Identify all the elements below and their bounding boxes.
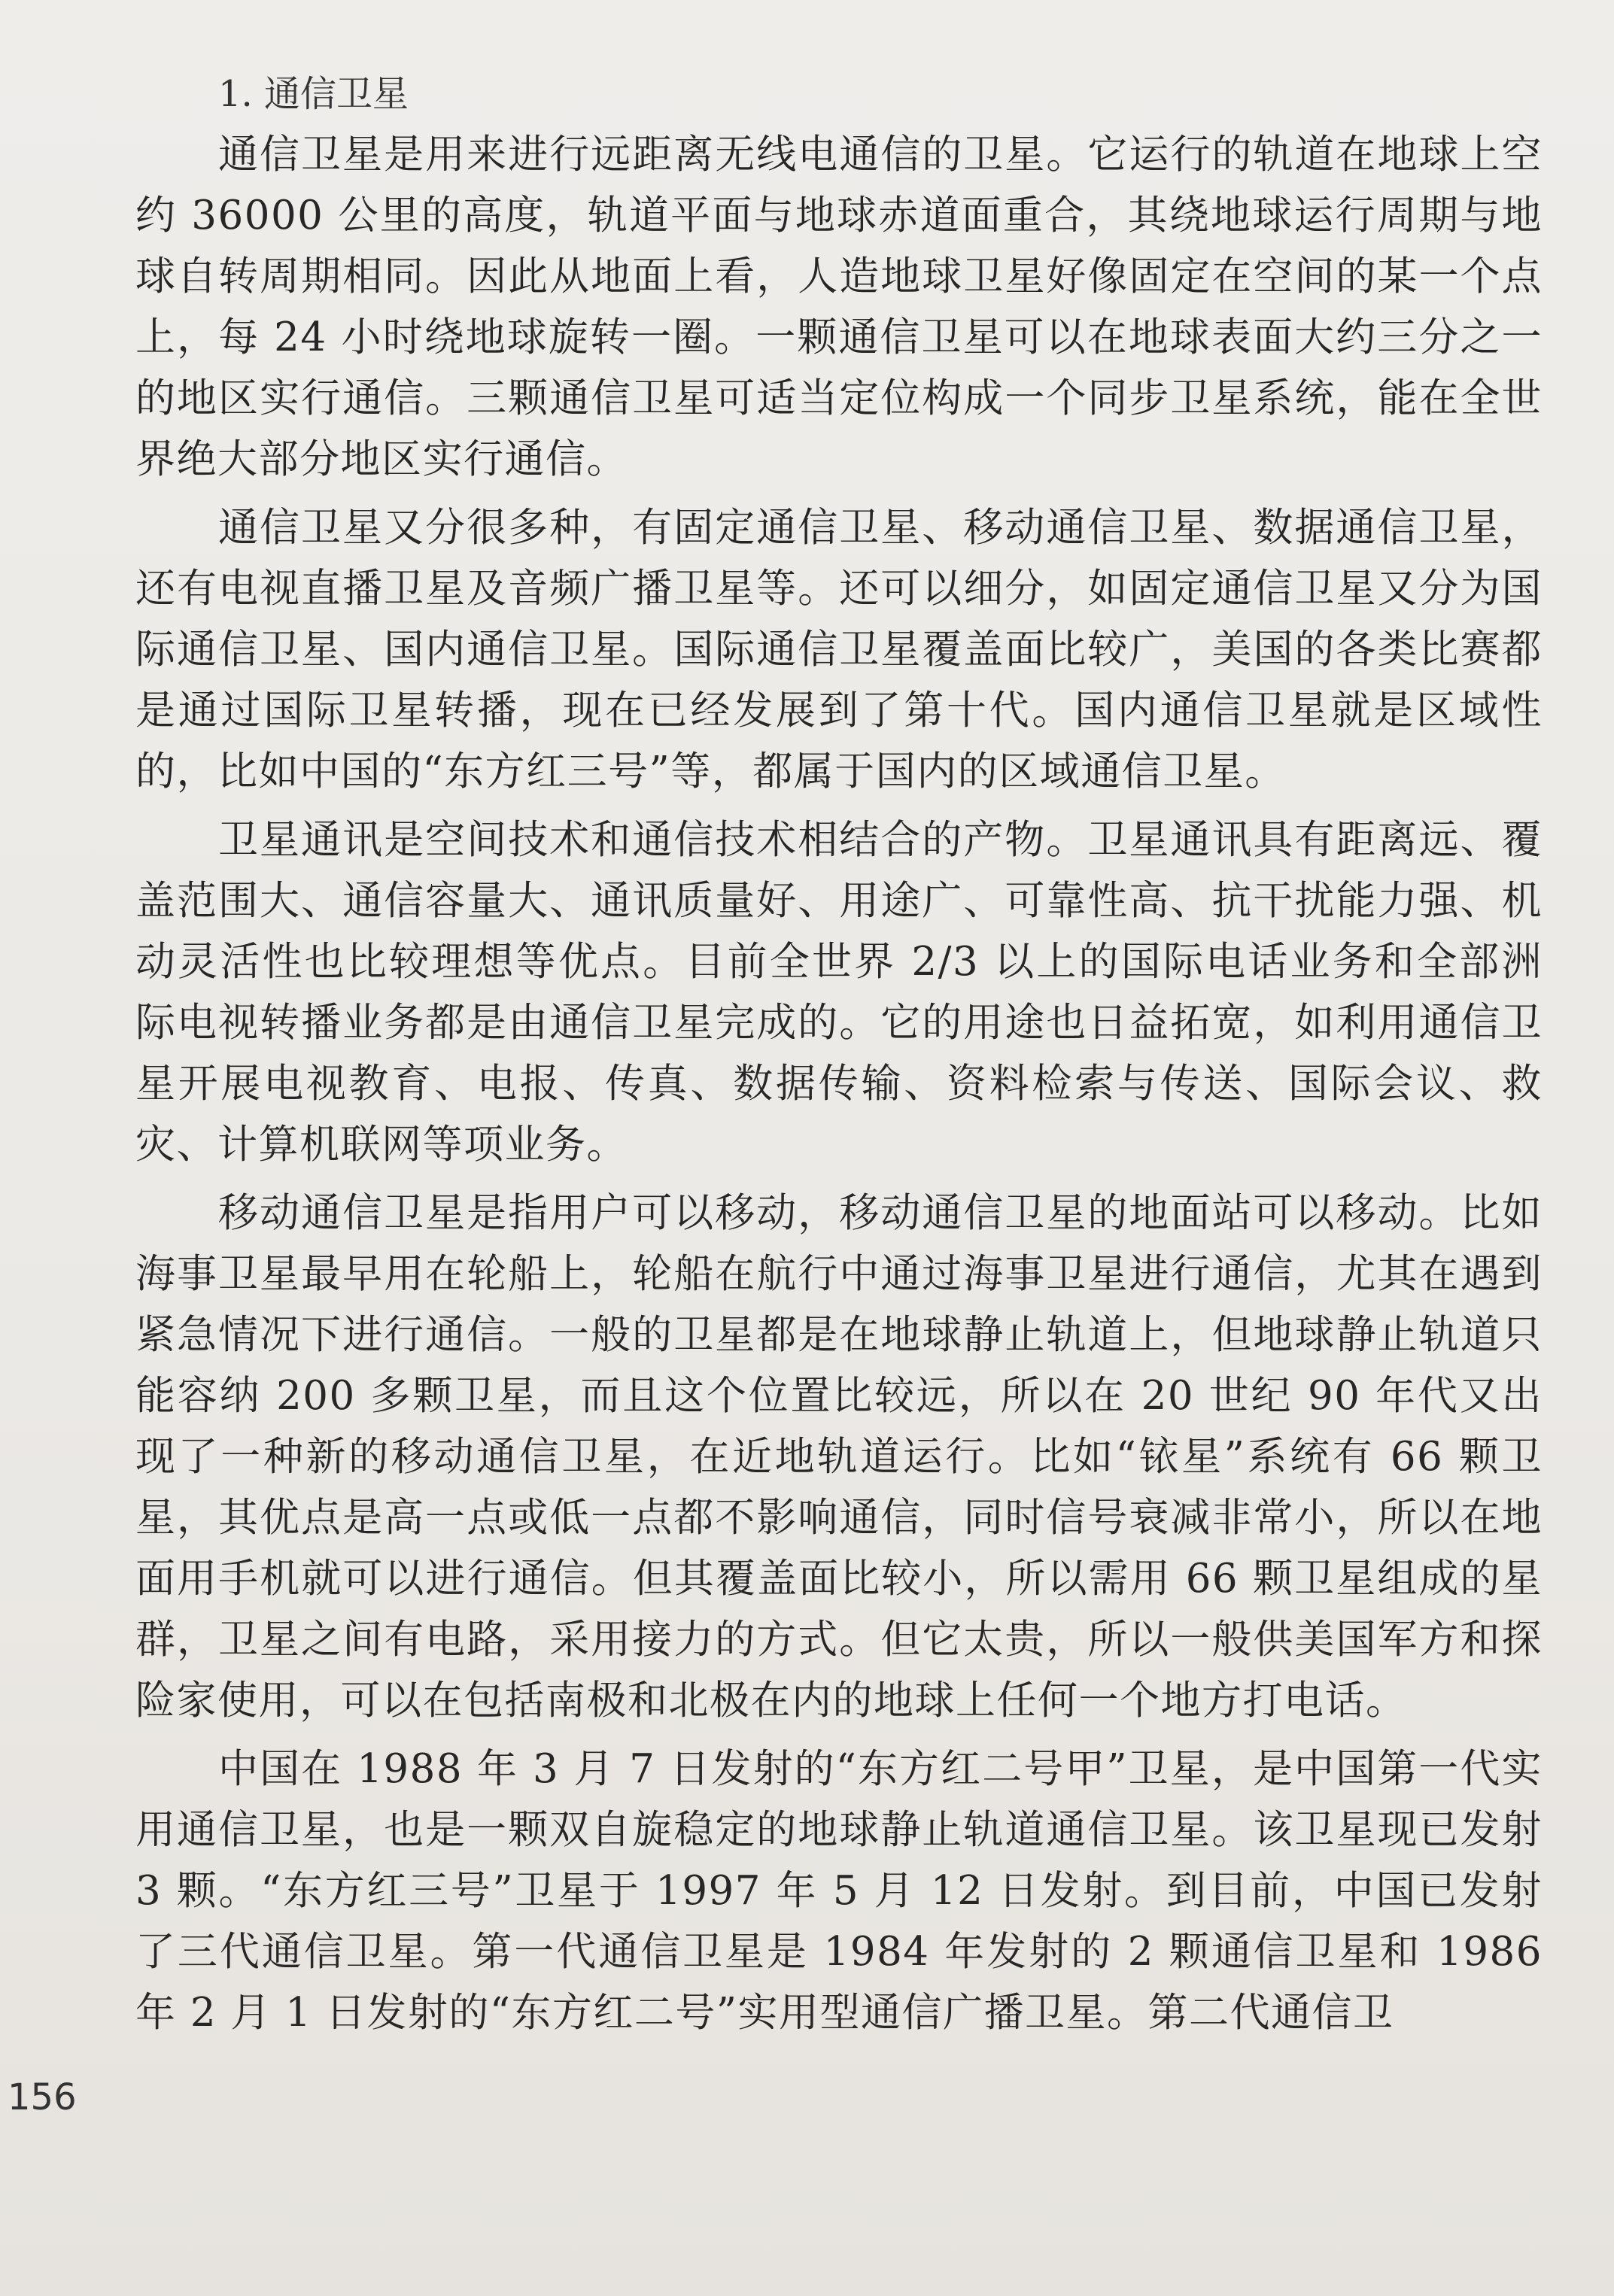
paragraph-advantages: 卫星通讯是空间技术和通信技术相结合的产物。卫星通讯具有距离远、覆盖范围大、通信容量大、通讯质量好、用途广、可靠性高、抗干扰能力强、机动灵活性也比较理想等优点。目前全世界 2/3 以上的国际电话业务和全部洲际电视转播业务都是由通信卫星完成的。它的用途也日益拓宽，如利用通信卫星开展电视教育、电报、传真、数据传输、资料检索与传送、国际会议、救灾、计算机联网等项业务。 xyxy=(135,817,1543,1168)
page-number: 156 xyxy=(8,2076,77,2118)
section-heading: 1. 通信卫星 xyxy=(218,73,409,115)
paragraph-china: 中国在 1988 年 3 月 7 日发射的“东方红二号甲”卫星，是中国第一代实用通信卫星，也是一颗双自旋稳定的地球静止轨道通信卫星。该卫星现已发射 3 颗。“东方红三号”卫星于 1997 年 5 月 12 日发射。到目前，中国已发射了三代通信卫星。第一代通信卫星是 1984 年发射的 2 颗通信卫星和 1986 年 2 月 1 日发射的“东方红二号”实用型通信广播卫星。第二代通信卫 xyxy=(135,1746,1543,2036)
paragraph-intro: 通信卫星是用来进行远距离无线电通信的卫星。它运行的轨道在地球上空约 36000 公里的高度，轨道平面与地球赤道面重合，其绕地球运行周期与地球自转周期相同。因此从地面上看，人造地球卫星好像固定在空间的某一个点上，每 24 小时绕地球旋转一圈。一颗通信卫星可以在地球表面大约三分之一的地区实行通信。三颗通信卫星可适当定位构成一个同步卫星系统，能在全世界绝大部分地区实行通信。 xyxy=(135,132,1543,482)
paragraph-types: 通信卫星又分很多种，有固定通信卫星、移动通信卫星、数据通信卫星，还有电视直播卫星及音频广播卫星等。还可以细分，如固定通信卫星又分为国际通信卫星、国内通信卫星。国际通信卫星覆盖面比较广，美国的各类比赛都是通过国际卫星转播，现在已经发展到了第十代。国内通信卫星就是区域性的，比如中国的“东方红三号”等，都属于国内的区域通信卫星。 xyxy=(135,505,1543,794)
paragraph-mobile: 移动通信卫星是指用户可以移动，移动通信卫星的地面站可以移动。比如海事卫星最早用在轮船上，轮船在航行中通过海事卫星进行通信，尤其在遇到紧急情况下进行通信。一般的卫星都是在地球静止轨道上，但地球静止轨道只能容纳 200 多颗卫星，而且这个位置比较远，所以在 20 世纪 90 年代又出现了一种新的移动通信卫星，在近地轨道运行。比如“铱星”系统有 66 颗卫星，其优点是高一点或低一点都不影响通信，同时信号衰减非常小，所以在地面用手机就可以进行通信。但其覆盖面比较小，所以需用 66 颗卫星组成的星群，卫星之间有电路，采用接力的方式。但它太贵，所以一般供美国军方和探险家使用，可以在包括南极和北极在内的地球上任何一个地方打电话。 xyxy=(135,1190,1543,1724)
page-body xyxy=(135,71,1543,2051)
